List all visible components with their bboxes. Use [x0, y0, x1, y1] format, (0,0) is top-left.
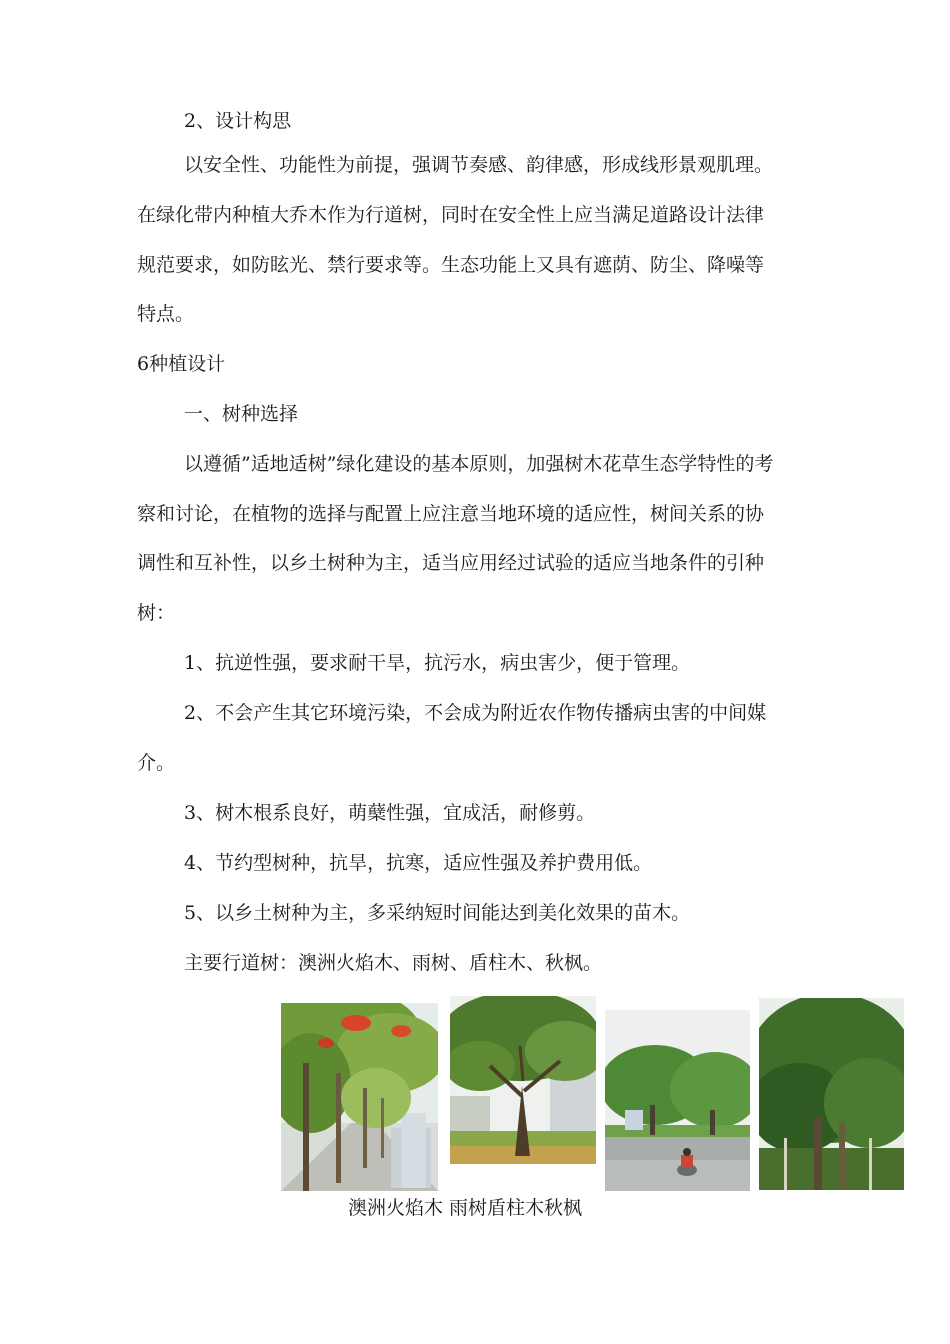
rain-tree-photo: [450, 996, 596, 1164]
list-item-continuation: 介。: [137, 752, 176, 774]
shield-tree-photo: [605, 1010, 750, 1191]
paragraph-line: 特点。: [137, 303, 195, 325]
list-item: 3、树木根系良好，萌蘖性强，宜成活，耐修剪。: [184, 802, 596, 824]
paragraph-line-main-street-trees: 主要行道树：澳洲火焰木、雨树、盾柱木、秋枫。: [184, 952, 603, 974]
flame-tree-photo: [281, 1003, 438, 1191]
paragraph-line: 在绿化带内种植大乔木作为行道树，同时在安全性上应当满足道路设计法律: [137, 204, 765, 226]
list-item: 2、不会产生其它环境污染，不会成为附近农作物传播病虫害的中间媒: [184, 702, 767, 724]
section-heading-planting-design: 6种植设计: [137, 353, 226, 375]
list-item: 4、节约型树种，抗旱，抗寒，适应性强及养护费用低。: [184, 852, 653, 874]
paragraph-line: 察和讨论，在植物的选择与配置上应注意当地环境的适应性，树间关系的协: [137, 503, 765, 525]
paragraph-line: 以安全性、功能性为前提，强调节奏感、韵律感，形成线形景观肌理。: [184, 154, 774, 176]
section-heading-design-concept: 2、设计构思: [184, 110, 292, 132]
subsection-heading-tree-selection: 一、树种选择: [184, 403, 299, 425]
bishopwood-tree-photo: [759, 998, 904, 1190]
list-item: 5、以乡土树种为主，多采纳短时间能达到美化效果的苗木。: [184, 902, 691, 924]
paragraph-line: 规范要求，如防眩光、禁行要求等。生态功能上又具有遮荫、防尘、降噪等: [137, 254, 765, 276]
paragraph-line: 树：: [137, 602, 176, 624]
photo-caption: 澳洲火焰木 雨树盾柱木秋枫: [348, 1197, 583, 1219]
paragraph-line: 以遵循”适地适树”绿化建设的基本原则，加强树木花草生态学特性的考: [184, 453, 774, 475]
list-item: 1、抗逆性强，要求耐干旱，抗污水，病虫害少，便于管理。: [184, 652, 691, 674]
paragraph-line: 调性和互补性，以乡土树种为主，适当应用经过试验的适应当地条件的引种: [137, 552, 765, 574]
